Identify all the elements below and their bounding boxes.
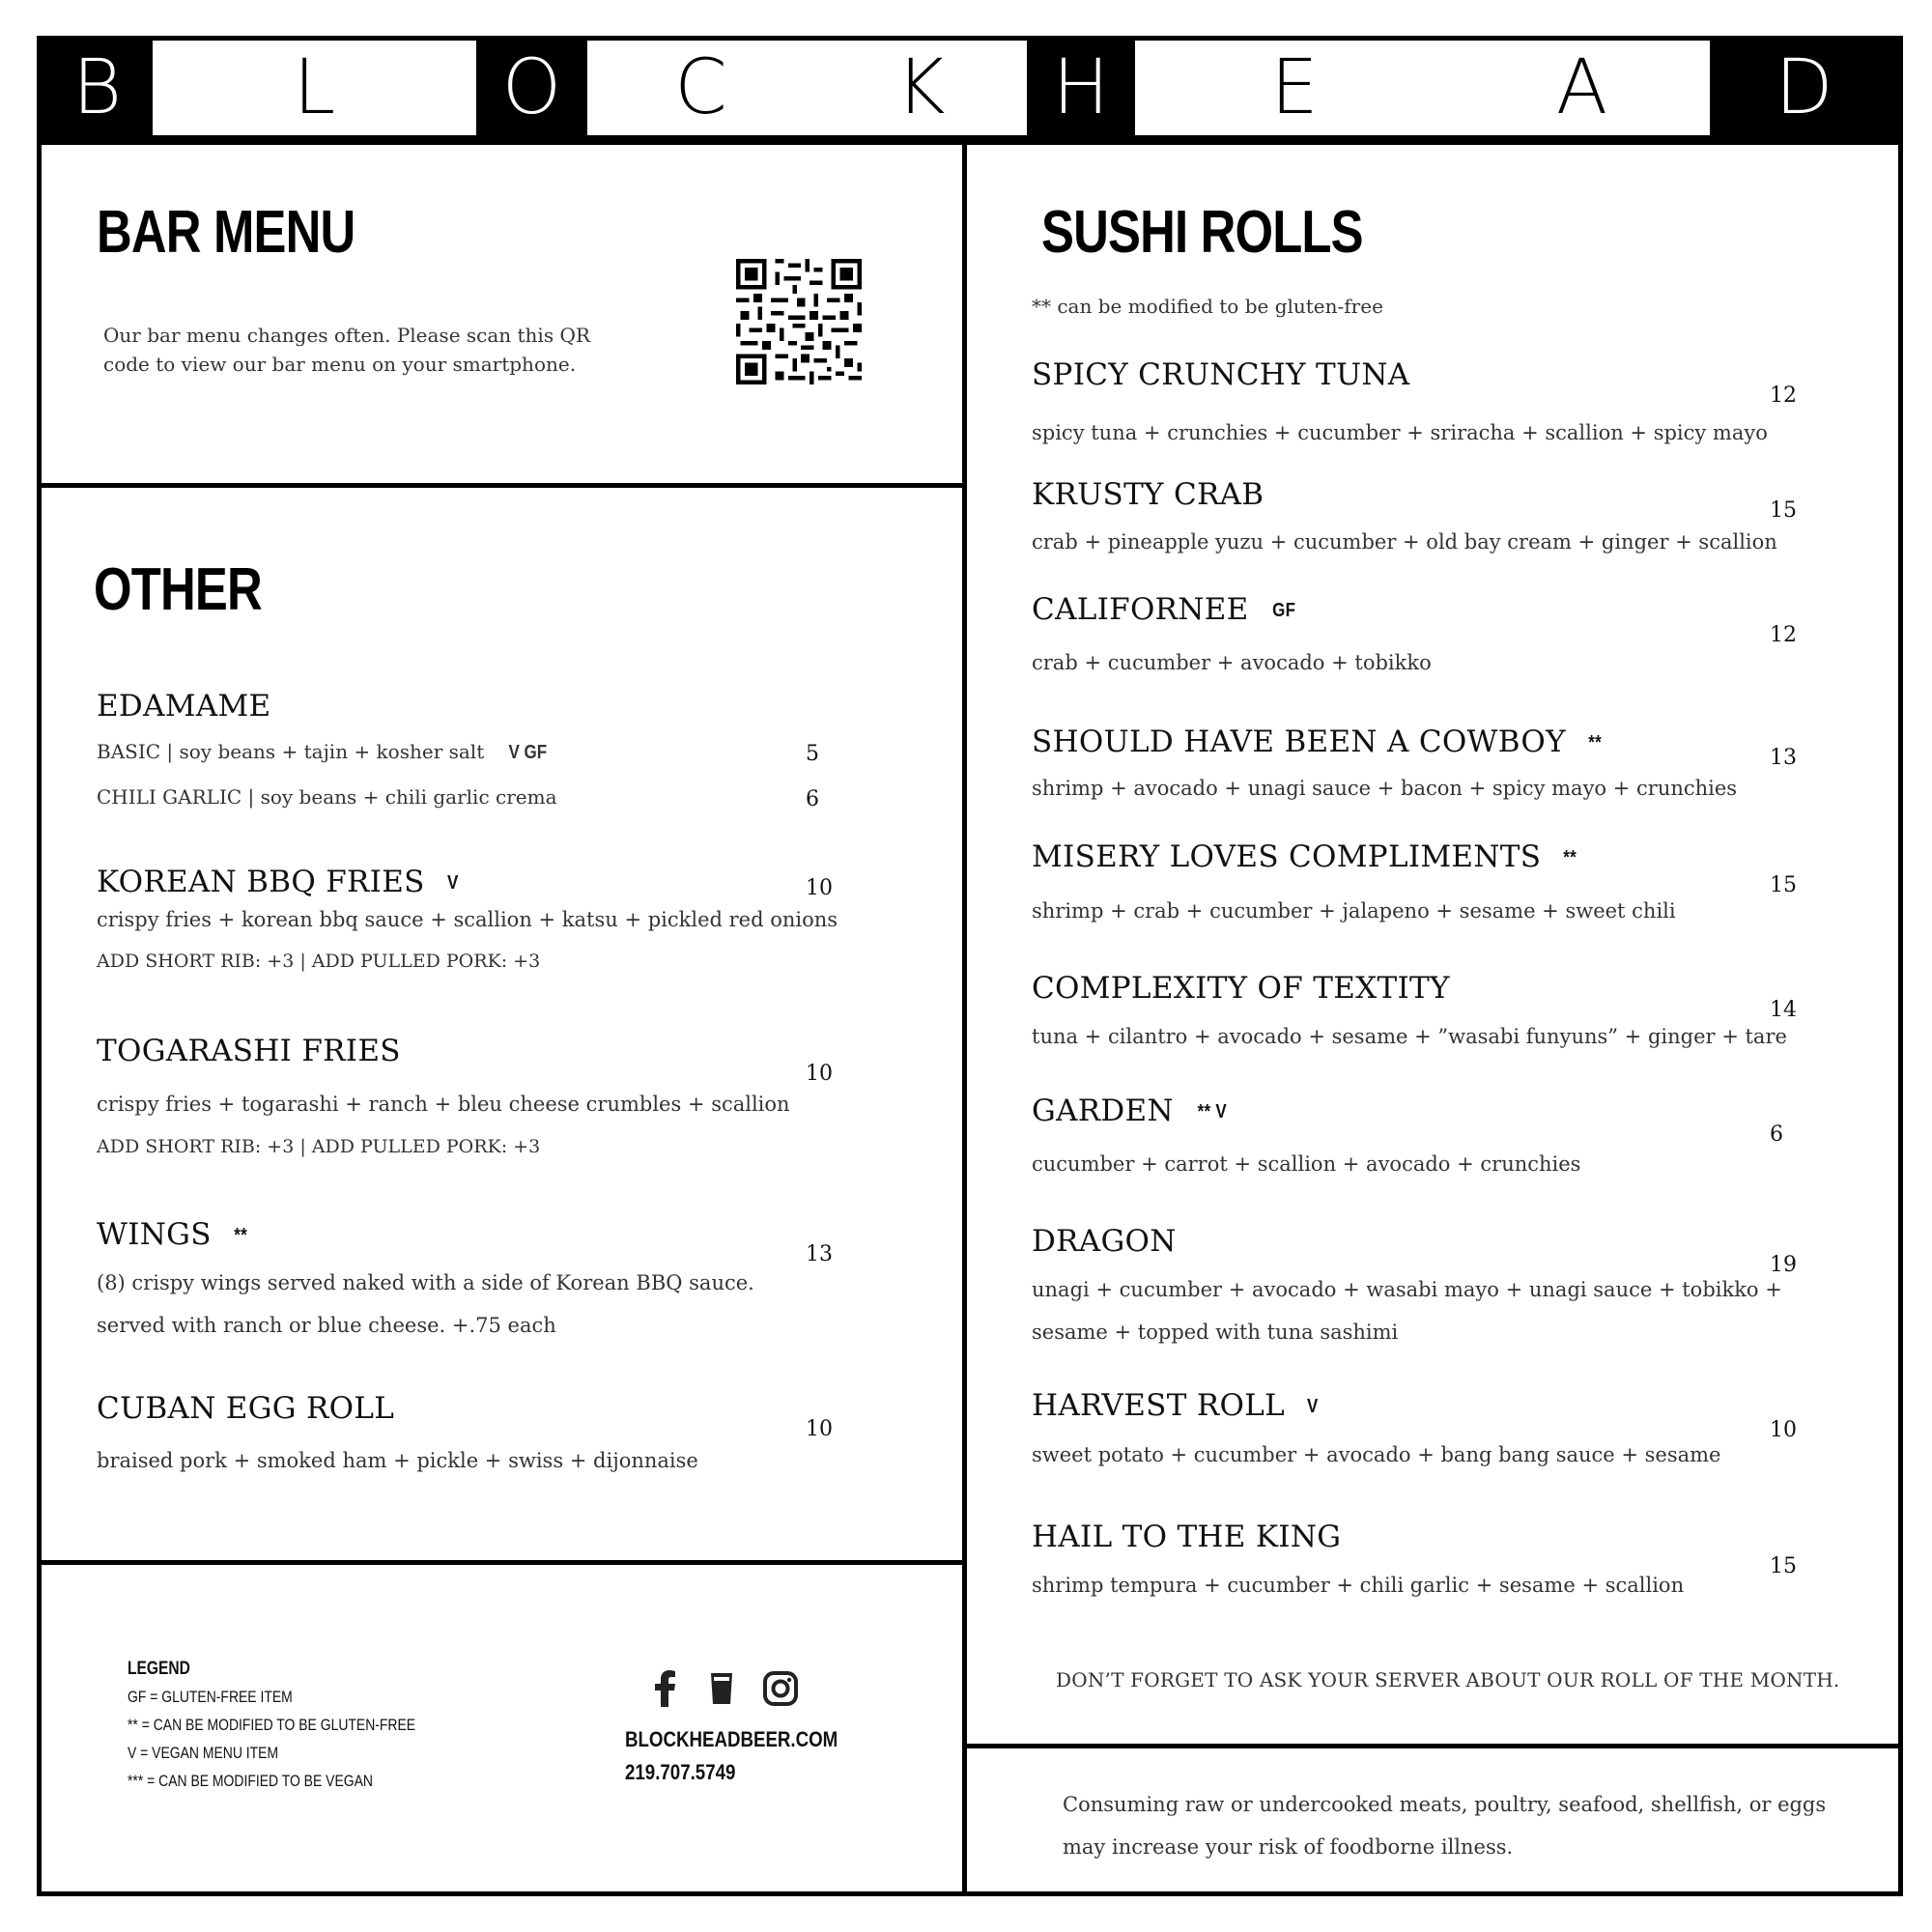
roll-title: [1032, 1094, 1230, 1128]
section-divider: [962, 1744, 1903, 1748]
item-tags: **: [233, 1225, 247, 1246]
roll-title-text: CALIFORNEE: [1032, 592, 1249, 627]
roll-title-text: MISERY LOVES COMPLIMENTS: [1032, 839, 1542, 874]
roll-title: [1032, 1388, 1320, 1423]
roll-description: sweet potato + cucumber + avocado + bang bang sauce + sesame: [1032, 1443, 1721, 1466]
roll-description: shrimp + crab + cucumber + jalapeno + sesame + sweet chili: [1032, 899, 1676, 923]
roll-title: [1032, 477, 1264, 512]
legend-title: LEGEND: [128, 1659, 190, 1679]
facebook-icon[interactable]: [649, 1669, 682, 1708]
item-title-togarashi-fries: TOGARASHI FRIES: [97, 1034, 401, 1068]
roll-title-text: DRAGON: [1032, 1224, 1177, 1259]
item-price: 10: [806, 1417, 833, 1441]
roll-title: [1032, 971, 1450, 1006]
item-title-wings: [97, 1217, 248, 1252]
phone-number[interactable]: 219.707.5749: [625, 1760, 736, 1784]
item-description: crispy fries + korean bbq sauce + scallion + katsu + pickled red onions: [97, 908, 838, 931]
roll-price: 13: [1770, 746, 1797, 770]
item-title-edamame: EDAMAME: [97, 689, 271, 724]
item-tags: V: [446, 872, 459, 894]
item-description: braised pork + smoked ham + pickle + swiss + dijonnaise: [97, 1449, 698, 1472]
item-option-text: CHILI GARLIC | soy beans + chili garlic crema: [97, 785, 557, 809]
item-description: (8) crispy wings served naked with a side of Korean BBQ sauce.: [97, 1271, 754, 1294]
roll-description: unagi + cucumber + avocado + wasabi mayo + unagi sauce + tobikko +: [1032, 1278, 1782, 1301]
item-addons: ADD SHORT RIB: +3 | ADD PULLED PORK: +3: [97, 1136, 541, 1157]
item-price: 6: [806, 787, 819, 811]
section-divider: [37, 1560, 966, 1565]
item-option: [97, 740, 551, 764]
roll-tags: ** V: [1197, 1101, 1227, 1122]
legend-line: GF = GLUTEN-FREE ITEM: [128, 1688, 293, 1706]
roll-description: crab + cucumber + avocado + tobikko: [1032, 651, 1432, 674]
roll-description: cucumber + carrot + scallion + avocado + crunchies: [1032, 1152, 1581, 1176]
warning-line: may increase your risk of foodborne illness.: [1063, 1835, 1514, 1859]
roll-title-text: COMPLEXITY OF TEXTITY: [1032, 971, 1450, 1006]
roll-title-text: SPICY CRUNCHY TUNA: [1032, 357, 1410, 392]
legend-line: *** = CAN BE MODIFIED TO BE VEGAN: [128, 1772, 373, 1790]
banner-letter: K: [814, 41, 1027, 135]
item-tags: V GF: [508, 742, 548, 763]
roll-title: [1032, 724, 1603, 759]
banner-letter: B: [42, 41, 153, 135]
roll-description: crab + pineapple yuzu + cucumber + old bay cream + ginger + scallion: [1032, 530, 1777, 554]
instagram-icon[interactable]: [760, 1668, 801, 1709]
food-safety-warning: [1063, 1783, 1826, 1868]
item-addons: ADD SHORT RIB: +3 | ADD PULLED PORK: +3: [97, 951, 541, 972]
roll-price: 14: [1770, 998, 1797, 1022]
roll-tags: V: [1306, 1396, 1319, 1417]
brand-banner: [37, 36, 1903, 140]
roll-title: [1032, 1520, 1341, 1554]
column-divider: [962, 140, 967, 1896]
roll-price: 12: [1770, 384, 1797, 408]
warning-line: Consuming raw or undercooked meats, poultry, seafood, shellfish, or eggs: [1063, 1793, 1827, 1816]
item-title-korean-bbq-fries: [97, 865, 459, 899]
roll-title: [1032, 357, 1409, 392]
item-price: 5: [806, 742, 819, 766]
roll-description: spicy tuna + crunchies + cucumber + sriracha + scallion + spicy mayo: [1032, 421, 1768, 444]
roll-description: tuna + cilantro + avocado + sesame + ”wasabi funyuns” + ginger + tare: [1032, 1025, 1787, 1048]
banner-letter: A: [1454, 41, 1710, 135]
website-link[interactable]: BLOCKHEADBEER.COM: [625, 1727, 838, 1751]
item-price: 13: [806, 1242, 833, 1266]
roll-of-month-note: DON’T FORGET TO ASK YOUR SERVER ABOUT OUR ROLL OF THE MONTH.: [1056, 1668, 1840, 1691]
banner-letter: O: [476, 41, 587, 135]
legend-line: V = VEGAN MENU ITEM: [128, 1744, 279, 1762]
item-title-text: WINGS: [97, 1217, 212, 1252]
roll-price: 15: [1770, 873, 1797, 897]
roll-title-text: GARDEN: [1032, 1094, 1174, 1128]
roll-price: 6: [1770, 1122, 1783, 1147]
roll-title: [1032, 592, 1297, 627]
roll-description: sesame + topped with tuna sashimi: [1032, 1321, 1399, 1344]
legend: [128, 1655, 415, 1795]
roll-title: [1032, 839, 1577, 874]
item-title-text: KOREAN BBQ FRIES: [97, 865, 425, 899]
bar-menu-text-line: code to view our bar menu on your smartphone.: [103, 353, 577, 376]
legend-line: ** = CAN BE MODIFIED TO BE GLUTEN-FREE: [128, 1716, 416, 1734]
roll-price: 15: [1770, 498, 1797, 523]
roll-tags: **: [1588, 732, 1602, 753]
banner-letter: H: [1027, 41, 1135, 135]
roll-title-text: SHOULD HAVE BEEN A COWBOY: [1032, 724, 1566, 759]
roll-title-text: HAIL TO THE KING: [1032, 1520, 1342, 1554]
section-divider: [37, 483, 966, 488]
banner-letter: D: [1710, 41, 1898, 135]
roll-title-text: HARVEST ROLL: [1032, 1388, 1285, 1423]
roll-price: 19: [1770, 1253, 1797, 1277]
bar-menu-text-line: Our bar menu changes often. Please scan this QR: [103, 324, 590, 347]
roll-title-text: KRUSTY CRAB: [1032, 477, 1264, 512]
item-price: 10: [806, 876, 833, 900]
sushi-note: ** can be modified to be gluten-free: [1032, 295, 1383, 318]
bar-menu-title: BAR MENU: [97, 199, 355, 266]
roll-description: shrimp tempura + cucumber + chili garlic + sesame + scallion: [1032, 1574, 1685, 1597]
roll-price: 12: [1770, 623, 1797, 647]
banner-letter: E: [1135, 41, 1454, 135]
roll-title: [1032, 1224, 1177, 1259]
sushi-rolls-title: SUSHI ROLLS: [1041, 199, 1363, 266]
other-title: OTHER: [94, 556, 262, 623]
roll-tags: GF: [1271, 600, 1295, 621]
item-description: crispy fries + togarashi + ranch + bleu cheese crumbles + scallion: [97, 1093, 790, 1116]
item-price: 10: [806, 1062, 833, 1086]
roll-price: 10: [1770, 1418, 1797, 1442]
roll-tags: **: [1563, 847, 1577, 868]
item-description: served with ranch or blue cheese. +.75 each: [97, 1314, 556, 1337]
roll-price: 15: [1770, 1554, 1797, 1578]
menu-frame: [37, 140, 1903, 1896]
banner-letter: C: [587, 41, 814, 135]
item-title-cuban-egg-roll: CUBAN EGG ROLL: [97, 1391, 395, 1426]
qr-code-icon[interactable]: [736, 259, 862, 384]
contact-block: [625, 1723, 838, 1789]
item-option-text: BASIC | soy beans + tajin + kosher salt: [97, 740, 485, 763]
untappd-icon[interactable]: [705, 1669, 738, 1708]
roll-description: shrimp + avocado + unagi sauce + bacon + spicy mayo + crunchies: [1032, 777, 1738, 800]
banner-letter: L: [153, 41, 476, 135]
